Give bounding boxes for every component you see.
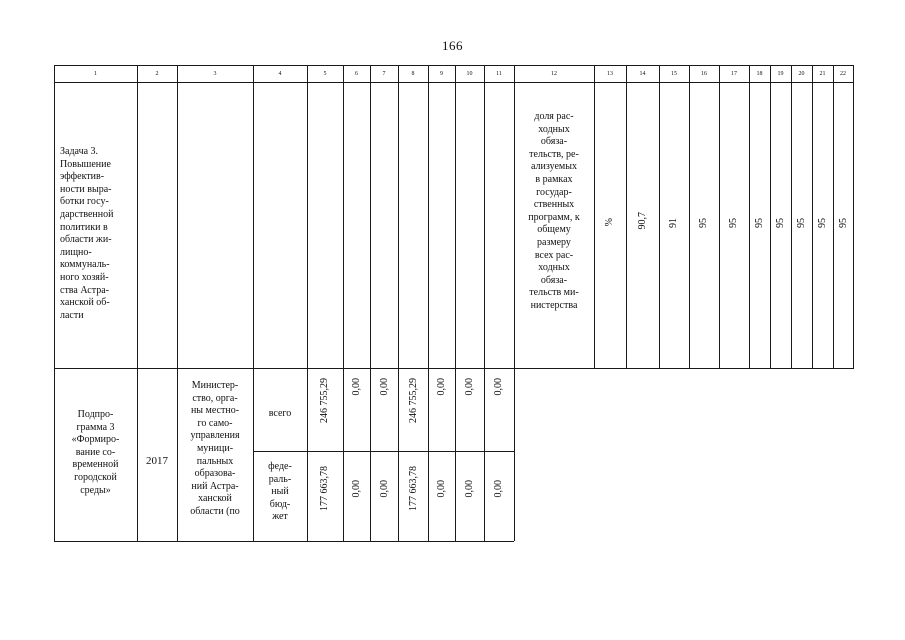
amount-value: 177 663,78 <box>319 466 330 511</box>
amount-value: 0,00 <box>493 378 504 396</box>
indicator-value: 95 <box>754 218 765 228</box>
indicator-name: доля рас- ходных обяза- тельств, ре- ализуемых в рамках государ- ственных программ, к общему размеру всех рас- ходных обяза- тельств ми- нистерства <box>528 111 580 311</box>
funding-source: феде- раль- ный бюд- жет <box>268 461 292 523</box>
column-header: 9 <box>440 71 443 77</box>
column-header: 19 <box>777 71 784 77</box>
page-number: 166 <box>442 38 463 53</box>
column-header: 5 <box>323 71 327 77</box>
indicator-value: 95 <box>838 218 849 228</box>
amount-value: 0,00 <box>351 480 362 498</box>
column-header: 10 <box>466 71 473 77</box>
indicator-value: 95 <box>698 218 709 228</box>
column-header: 7 <box>382 71 386 77</box>
amount-value: 246 755,29 <box>319 378 330 423</box>
column-header: 1 <box>94 71 97 77</box>
column-header: 12 <box>551 71 557 77</box>
amount-value: 0,00 <box>436 378 447 396</box>
column-header: 22 <box>840 71 846 77</box>
column-header: 18 <box>756 71 763 77</box>
indicator-value: 95 <box>796 218 807 228</box>
column-header: 15 <box>671 71 677 77</box>
subprogram-year: 2017 <box>146 455 168 467</box>
column-header: 14 <box>639 71 646 77</box>
amount-value: 0,00 <box>379 378 390 396</box>
column-header: 17 <box>731 71 737 77</box>
subprogram-name: Подпро- грамма 3 «Формиро- вание со- временной городской среды» <box>71 409 120 496</box>
column-header: 16 <box>701 71 707 77</box>
column-header: 2 <box>155 71 159 77</box>
amount-value: 177 663,78 <box>408 466 419 511</box>
amount-value: 246 755,29 <box>408 378 419 423</box>
funding-source: всего <box>268 408 292 419</box>
indicator-value: 95 <box>728 218 739 228</box>
column-header: 20 <box>798 71 805 77</box>
amount-value: 0,00 <box>351 378 362 396</box>
subprogram-executor: Министер- ство, орга- ны местно- го само- управления муници- пальных образова- ний Астра- ханской области (по <box>190 380 240 517</box>
indicator-value: 91 <box>668 218 679 228</box>
column-header: 13 <box>607 71 613 77</box>
indicator-value: 90,7 <box>637 212 648 230</box>
indicator-value: 95 <box>775 218 786 228</box>
column-header: 3 <box>213 71 217 77</box>
column-header: 21 <box>819 71 826 77</box>
column-header: 4 <box>278 71 282 77</box>
indicator-unit: % <box>604 218 615 227</box>
amount-value: 0,00 <box>493 480 504 498</box>
indicator-value: 95 <box>817 218 828 228</box>
amount-value: 0,00 <box>464 378 475 396</box>
task-name: Задача 3. Повышение эффектив- ности выра- ботки госу- дарственной политики в области жи- лищно- коммуналь- ного хозяй- ства Астра- ханской об- ласти <box>60 146 114 321</box>
column-header: 6 <box>355 71 358 77</box>
column-header: 11 <box>496 71 502 77</box>
amount-value: 0,00 <box>464 480 475 498</box>
column-header: 8 <box>411 71 415 77</box>
amount-value: 0,00 <box>436 480 447 498</box>
amount-value: 0,00 <box>379 480 390 498</box>
